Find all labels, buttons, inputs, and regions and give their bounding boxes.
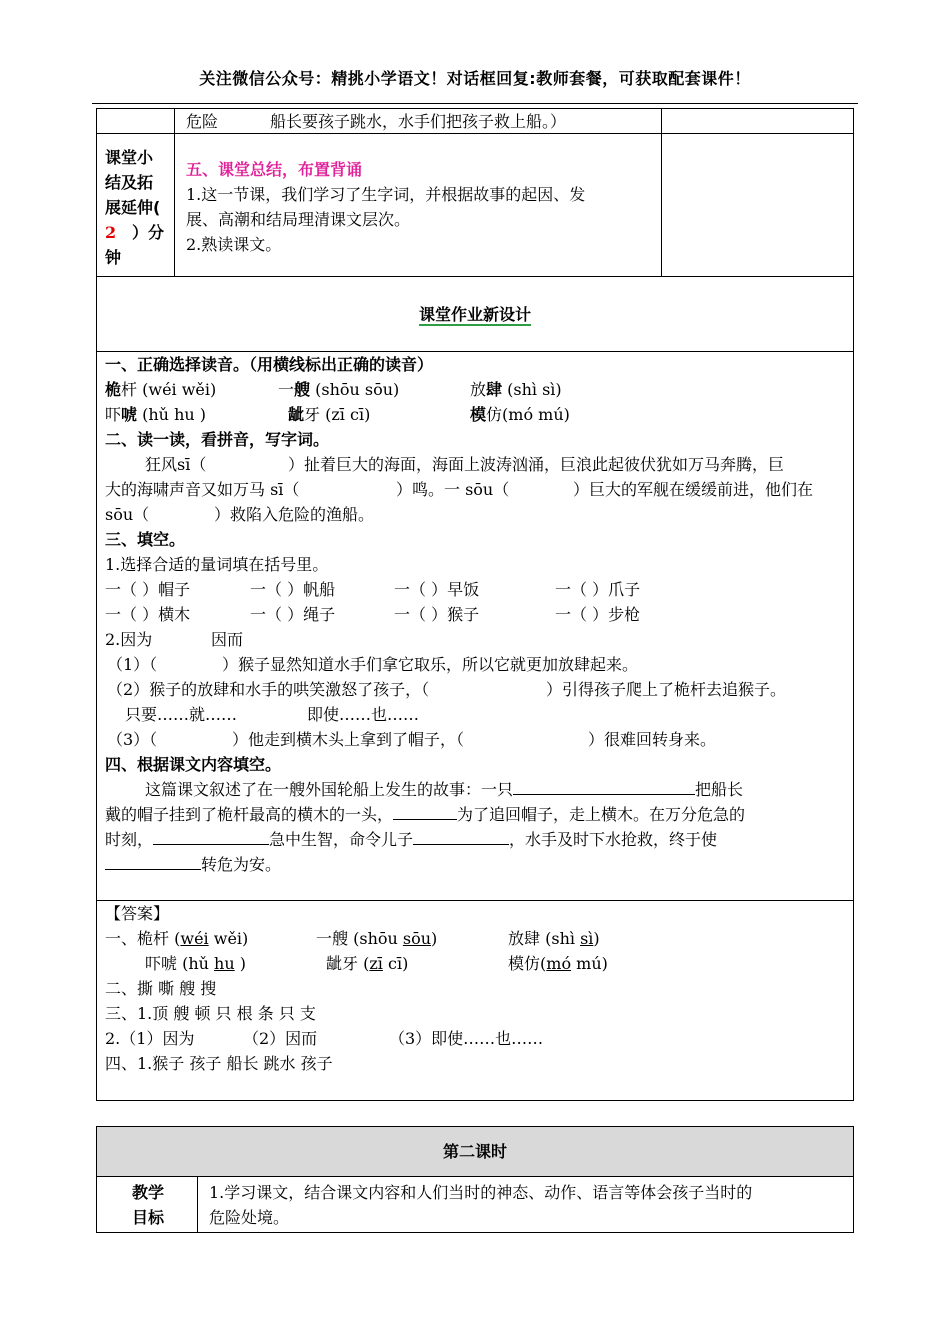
q1-item-6: 模仿(mó mú) bbox=[470, 405, 570, 424]
page-header: 关注微信公众号：精挑小学语文！对话框回复:教师套餐，可获取配套课件！ bbox=[199, 69, 751, 88]
measure-word-item: 一（ ）横木 bbox=[105, 605, 191, 624]
q1-title: 一、正确选择读音。（用横线标出正确的读音） bbox=[105, 355, 434, 374]
q2-title: 二、读一读，看拼音，写字词。 bbox=[105, 430, 330, 449]
summary-heading: 五、课堂总结，布置背诵 bbox=[186, 160, 363, 179]
measure-word-item: 一（ ）帽子 bbox=[105, 580, 191, 599]
fill-blank[interactable] bbox=[153, 827, 269, 845]
fill-blank[interactable] bbox=[413, 827, 509, 845]
q4-title: 四、根据课文内容填空。 bbox=[105, 755, 282, 774]
row1-right-text: 船长要孩子跳水，水手们把孩子救上船。） bbox=[270, 112, 567, 131]
summary-minutes: 2 bbox=[105, 223, 117, 242]
q1-item-1: 桅杆 (wéi wěi) bbox=[105, 380, 217, 399]
q1-item-4: 吓唬 (hǔ hu ) bbox=[105, 405, 206, 424]
measure-word-item: 一（ ）猴子 bbox=[394, 605, 480, 624]
measure-word-item: 一（ ）绳子 bbox=[250, 605, 336, 624]
homework-title: 课堂作业新设计 bbox=[418, 305, 531, 324]
q3-title: 三、填空。 bbox=[105, 530, 186, 549]
second-lesson-title: 第二课时 bbox=[442, 1142, 507, 1161]
row1-left-text: 危险 bbox=[186, 112, 219, 131]
objectives-label: 教学 bbox=[132, 1183, 165, 1202]
q1-item-3: 放肆 (shì sì) bbox=[470, 380, 562, 399]
summary-label: 课堂小 bbox=[105, 148, 154, 167]
q1-item-2: 一艘 (shōu sōu) bbox=[278, 380, 400, 399]
measure-word-item: 一（ ）帆船 bbox=[250, 580, 336, 599]
measure-word-item: 一（ ）爪子 bbox=[555, 580, 641, 599]
answers-title: 【答案】 bbox=[105, 904, 170, 923]
fill-blank[interactable] bbox=[393, 802, 457, 820]
header-rule bbox=[92, 103, 858, 104]
measure-word-item: 一（ ）步枪 bbox=[555, 605, 641, 624]
fill-blank[interactable] bbox=[105, 852, 201, 870]
fill-blank[interactable] bbox=[513, 777, 695, 795]
measure-word-item: 一（ ）早饭 bbox=[394, 580, 480, 599]
q1-item-5: 龇牙 (zī cī) bbox=[288, 405, 371, 424]
